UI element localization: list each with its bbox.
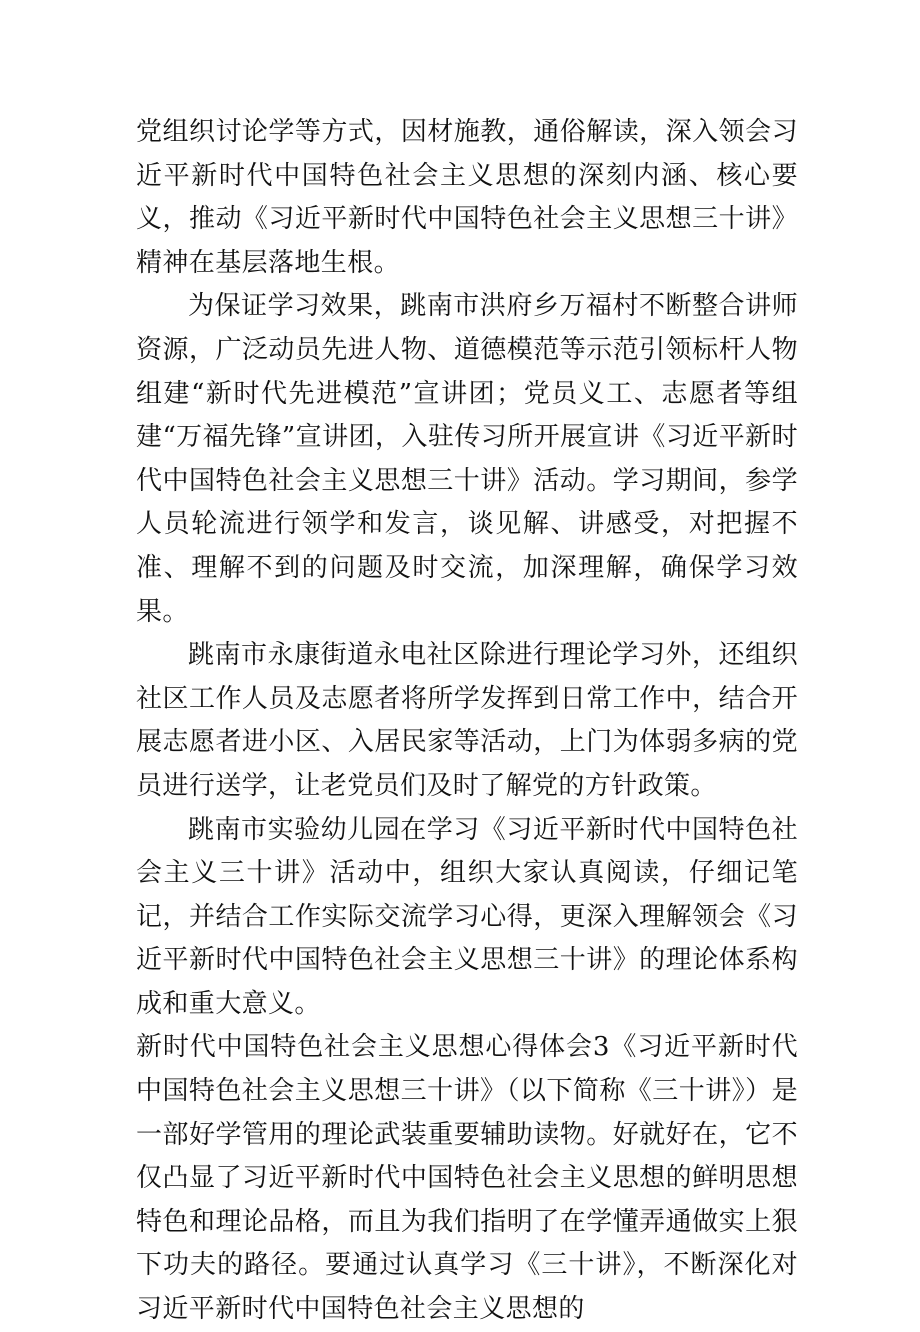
paragraph-1: 党组织讨论学等方式，因材施教，通俗解读，深入领会习近平新时代中国特色社会主义思想的深刻内涵、核心要义，推动《习近平新时代中国特色社会主义思想三十讲》精神在基层落地生根。 <box>136 117 798 278</box>
paragraph-3: 跳南市永康街道永电社区除进行理论学习外，还组织社区工作人员及志愿者将所学发挥到日常工作中，结合开展志愿者进小区、入居民家等活动，上门为体弱多病的党员进行送学，让老党员们及时了解党的方针政策。 <box>136 640 798 801</box>
document-body <box>136 111 798 1332</box>
paragraph-2: 为保证学习效果，跳南市洪府乡万福村不断整合讲师资源，广泛动员先进人物、道德模范等示范引领标杆人物组建“新时代先进模范”宣讲团；党员义工、志愿者等组建“万福先锋”宣讲团，入驻传习所开展宣讲《习近平新时代中国特色社会主义思想三十讲》活动。学习期间，参学人员轮流进行领学和发言，谈见解、讲感受，对把握不准、理解不到的问题及时交流，加深理解，确保学习效果。 <box>136 291 798 627</box>
paragraph-4: 跳南市实验幼儿园在学习《习近平新时代中国特色社会主义三十讲》活动中，组织大家认真阅读，仔细记笔记，并结合工作实际交流学习心得，更深入理解领会《习近平新时代中国特色社会主义思想三十讲》的理论体系构成和重大意义。 <box>136 814 798 1019</box>
paragraph-5: 新时代中国特色社会主义思想心得体会3《习近平新时代中国特色社会主义思想三十讲》（以下简称《三十讲》）是一部好学管用的理论武装重要辅助读物。好就好在，它不仅凸显了习近平新时代中国特色社会主义思想的鲜明思想特色和理论品格，而且为我们指明了在学懂弄通做实上狠下功夫的路径。要通过认真学习《三十讲》，不断深化对习近平新时代中国特色社会主义思想的 <box>136 1032 798 1325</box>
